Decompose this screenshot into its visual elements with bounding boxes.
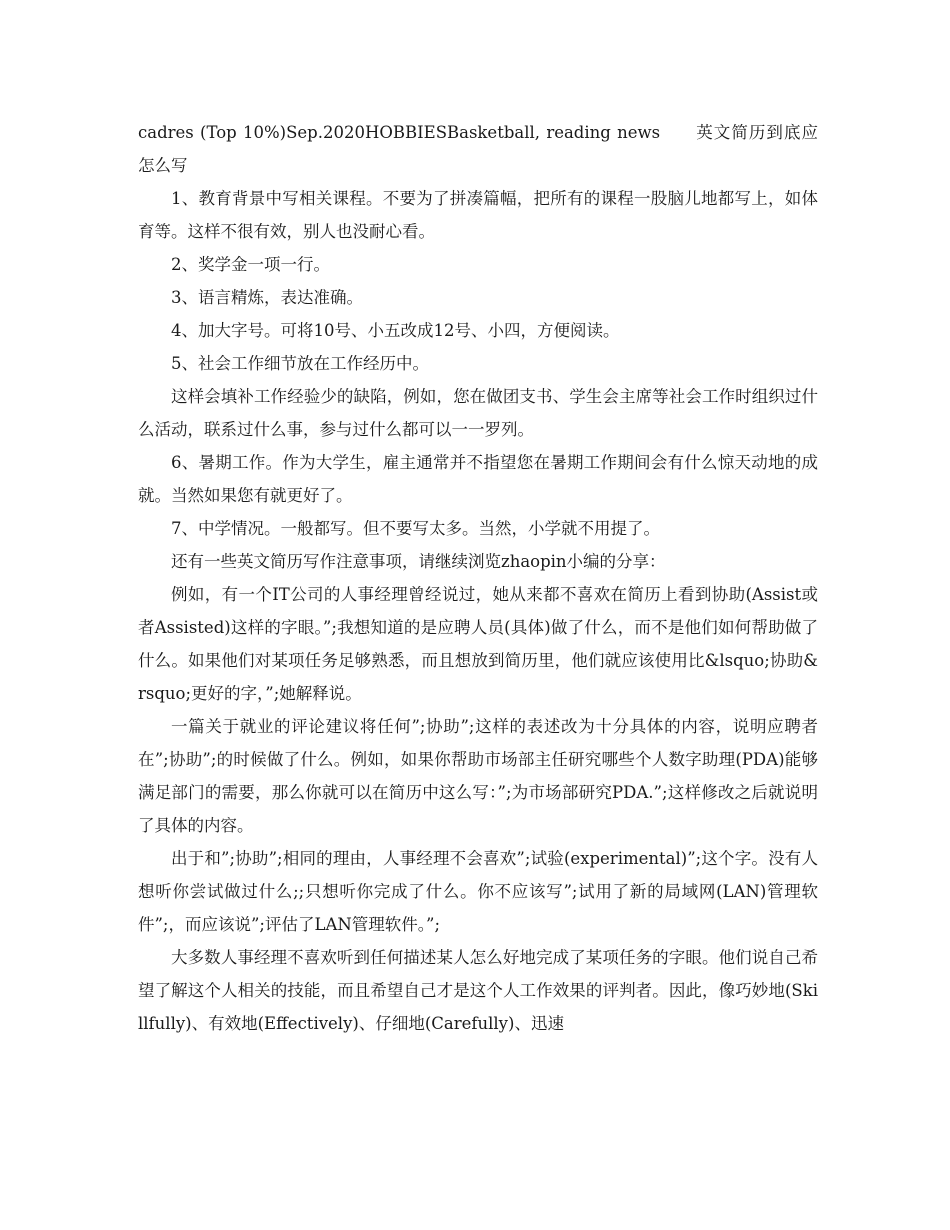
paragraph-tip-5-detail: 这样会填补工作经验少的缺陷，例如，您在做团支书、学生会主席等社会工作时组织过什么活动，联系过什么事，参与过什么都可以一一罗列。 (138, 387, 818, 439)
paragraph-experimental: 出于和”;协助”;相同的理由，人事经理不会喜欢”;试验(experimental)”;这个字。没有人想听你尝试做过什么;;只想听你完成了什么。你不应该写”;试用了新的局域网(LAN)管理软件”;，而应该说”;评估了LAN管理软件。”; (138, 849, 818, 934)
paragraph-tip-4: 4、加大字号。可将10号、小五改成12号、小四，方便阅读。 (171, 321, 620, 340)
paragraph-hobbies-title: cadres (Top 10%)Sep.2020HOBBIESBasketball, reading news 英文简历到底应怎么写 (138, 123, 818, 175)
paragraph-more-tips: 还有一些英文简历写作注意事项，请继续浏览zhaopin小编的分享： (171, 552, 666, 571)
paragraph-tip-2: 2、奖学金一项一行。 (171, 255, 330, 274)
paragraph-adverbs: 大多数人事经理不喜欢听到任何描述某人怎么好地完成了某项任务的字眼。他们说自己希望了解这个人相关的技能，而且希望自己才是这个人工作效果的评判者。因此，像巧妙地(Skillfully)、有效地(Effectively)、仔细地(Carefully)、迅速 (138, 948, 818, 1033)
document-body (138, 116, 818, 1040)
paragraph-tip-6: 6、暑期工作。作为大学生，雇主通常并不指望您在暑期工作期间会有什么惊天动地的成就。当然如果您有就更好了。 (138, 453, 818, 505)
paragraph-tip-7: 7、中学情况。一般都写。但不要写太多。当然，小学就不用提了。 (171, 519, 660, 538)
paragraph-assist-example: 例如，有一个IT公司的人事经理曾经说过，她从来都不喜欢在简历上看到协助(Assist或者Assisted)这样的字眼。”;我想知道的是应聘人员(具体)做了什么，而不是他们如何帮助做了什么。如果他们对某项任务足够熟悉，而且想放到简历里，他们就应该使用比&lsquo;协助&rsquo;更好的字，”;她解释说。 (138, 585, 818, 703)
paragraph-assist-advice: 一篇关于就业的评论建议将任何”;协助”;这样的表述改为十分具体的内容，说明应聘者在”;协助”;的时候做了什么。例如，如果你帮助市场部主任研究哪些个人数字助理(PDA)能够满足部门的需要，那么你就可以在简历中这么写：”;为市场部研究PDA.”;这样修改之后就说明了具体的内容。 (138, 717, 818, 835)
paragraph-tip-3: 3、语言精炼，表达准确。 (171, 288, 363, 307)
paragraph-tip-1: 1、教育背景中写相关课程。不要为了拼凑篇幅，把所有的课程一股脑儿地都写上，如体育等。这样不很有效，别人也没耐心看。 (138, 189, 818, 241)
paragraph-tip-5: 5、社会工作细节放在工作经历中。 (171, 354, 429, 373)
